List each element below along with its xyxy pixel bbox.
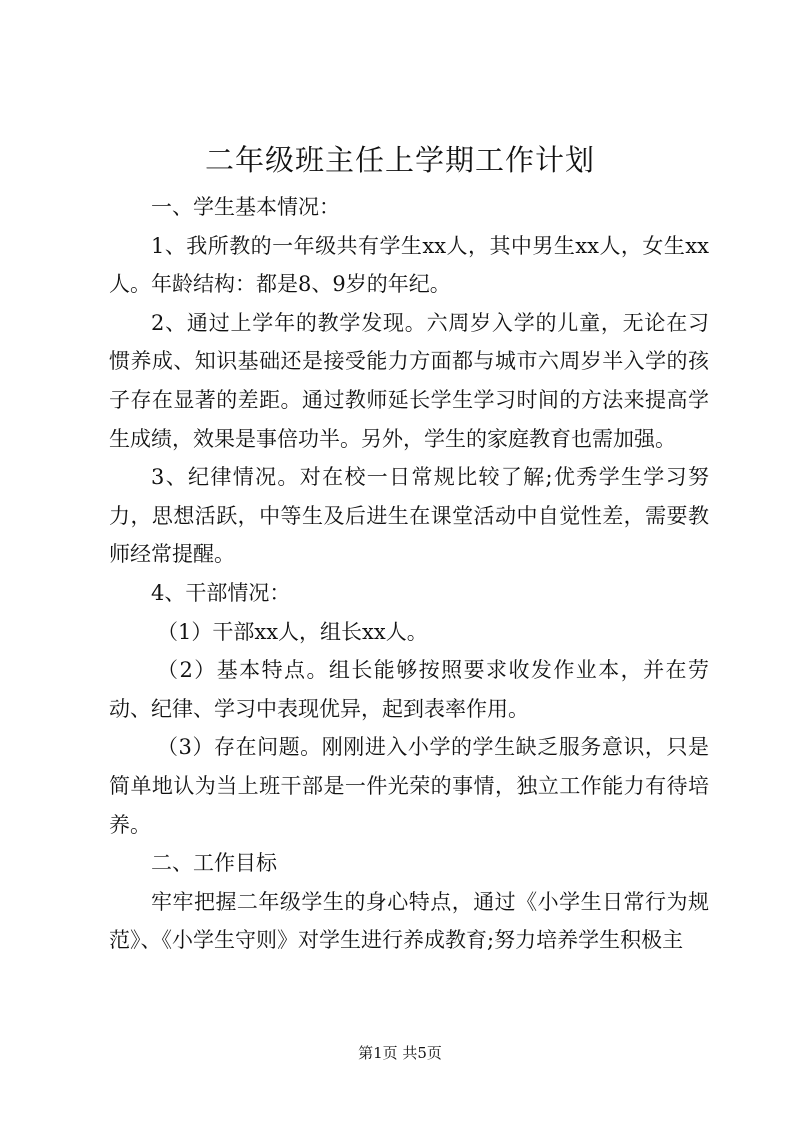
paragraph-work-goals: 牢牢把握二年级学生的身心特点，通过《小学生日常行为规范》、《小学生守则》对学生进行养成教育;努力培养学生积极主 <box>109 889 709 953</box>
paragraph-cadre-count: （1）干部xx人，组长xx人。 <box>157 619 428 644</box>
paragraph-cadre-problems: （3）存在问题。刚刚进入小学的学生缺乏服务意识，只是简单地认为当上班干部是一件光荣的事情，独立工作能力有待培养。 <box>109 735 709 837</box>
page-number-footer: 第1页 共5页 <box>358 1044 442 1062</box>
paragraph-cadre-heading: 4、干部情况： <box>151 580 291 605</box>
document-title: 二年级班主任上学期工作计划 <box>204 143 595 177</box>
section-heading-student-situation: 一、学生基本情况： <box>151 195 340 219</box>
document-body <box>109 188 709 960</box>
paragraph-student-count: 1、我所教的一年级共有学生xx人，其中男生xx人，女生xx人。年龄结构：都是8、9岁的年纪。 <box>109 233 709 297</box>
paragraph-cadre-features: （2）基本特点。组长能够按照要求收发作业本，并在劳动、纪律、学习中表现优异，起到表率作用。 <box>109 658 709 721</box>
paragraph-teaching-findings: 2、通过上学年的教学发现。六周岁入学的儿童，无论在习惯养成、知识基础还是接受能力方面都与城市六周岁半入学的孩子存在显著的差距。通过教师延长学生学习时间的方法来提高学生成绩，效果是事倍功半。另外，学生的家庭教育也需加强。 <box>109 310 709 451</box>
section-heading-work-goals: 二、工作目标 <box>151 851 277 876</box>
paragraph-discipline: 3、纪律情况。对在校一日常规比较了解;优秀学生学习努力，思想活跃，中等生及后进生在课堂活动中自觉性差，需要教师经常提醒。 <box>109 465 709 567</box>
